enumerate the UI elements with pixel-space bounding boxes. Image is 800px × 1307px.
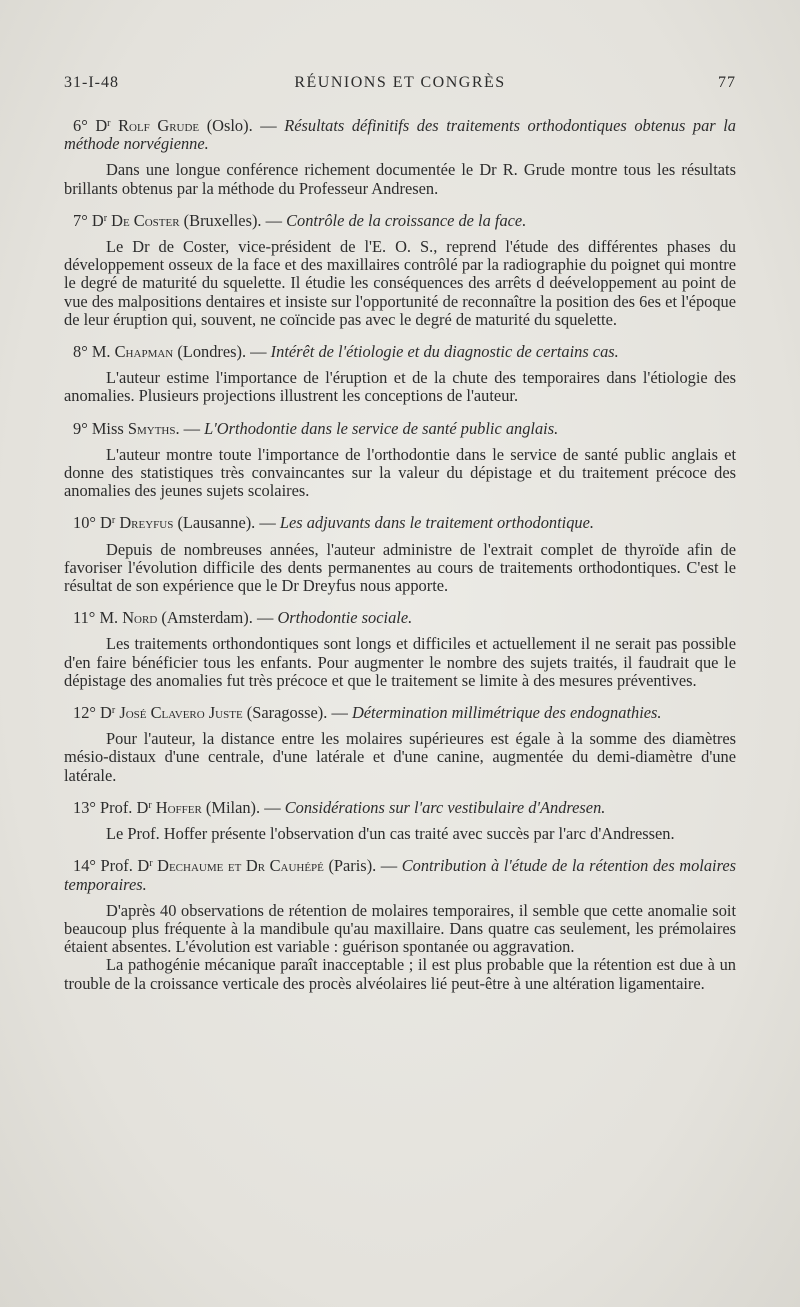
entry-place: (Londres). — (173, 342, 271, 362)
page-number: 77 (718, 74, 736, 91)
entry-paragraph: Les traitements orthondontiques sont longs et difficiles et actuellement il ne serait pas possible d'en faire bénéficier tous les enfants. Pour augmenter le nombre des sujets traités, il faudrait que le dépistage des anomalies fut très précoce et que le traitement se limite à des mesures préventives. (64, 634, 736, 690)
entry-prefix: D (100, 703, 112, 723)
entry-prefix-sup: r (148, 799, 152, 811)
entry-heading (64, 704, 736, 722)
entry-number: 10° (73, 513, 101, 533)
entry-number: 14° (73, 856, 101, 876)
entry-heading (64, 212, 736, 230)
entry-author: Dechaume et Dr Cauhépé (152, 856, 324, 876)
entry-7 (64, 212, 736, 329)
entry-title: Contrôle de la croissance de la face. (286, 210, 527, 230)
entry-paragraph: La pathogénie mécanique paraît inacceptable ; il est plus probable que la rétention est due à un trouble de la croissance verticale des procès alvéolaires lié peut-être à une altération ligamentaire. (64, 955, 736, 993)
entry-place: (Paris). — (323, 856, 402, 876)
entry-title: Détermination millimétrique des endognathies. (351, 703, 662, 723)
entry-paragraph: Le Dr de Coster, vice-président de l'E. O. S., reprend l'étude des différentes phases du développement osseux de la face et des maxillaires contrôlé par la radiographie du poignet qui montre le degré de maturité du squelette. Il étudie les conséquences des arrêts d deéveloppement au point de vue des malpositions dentaires et insiste sur l'opportunité de reconnaître la position des 6es et l'époque de leur éruption qui, souvent, ne coïncide pas avec le degré de maturité du squelette. (64, 237, 736, 329)
entry-place: (Lausanne). — (173, 513, 280, 533)
entry-12 (64, 704, 736, 785)
entry-place: (Bruxelles). — (179, 210, 287, 230)
entry-author: Rolf Grude (110, 116, 200, 135)
entry-8 (64, 343, 736, 406)
entry-paragraph: Depuis de nombreuses années, l'auteur administre de l'extrait complet de thyroïde afin de favoriser l'évolution difficile des dents permanentes au cours de traitements orthodontiques. C'est le résultat de son expérience que le Dr Dreyfus nous apporte. (64, 539, 736, 596)
entry-prefix: Miss (91, 418, 124, 438)
entry-author: Smyths (123, 418, 176, 438)
entry-heading (64, 857, 736, 893)
entry-9 (64, 420, 736, 501)
entry-prefix: D (100, 513, 112, 533)
header-date: 31-I-48 (64, 74, 119, 91)
entry-heading (64, 514, 736, 532)
entry-prefix-sup: r (103, 212, 108, 224)
entry-heading (64, 609, 736, 627)
entry-title: L'Orthodontie dans le service de santé public anglais. (204, 418, 559, 438)
entry-prefix: D (91, 210, 104, 230)
header-title: RÉUNIONS ET CONGRÈS (294, 74, 506, 91)
entry-number: 8° (73, 342, 92, 362)
entry-place: (Saragosse). — (242, 703, 352, 723)
entry-prefix-sup: r (111, 705, 116, 717)
entry-number: 6° (73, 116, 96, 135)
entry-number: 11° (73, 608, 100, 628)
entry-number: 13° (73, 797, 101, 817)
entry-title: Les adjuvants dans le traitement orthodontique. (279, 513, 594, 533)
entry-number: 9° (73, 418, 92, 438)
entry-paragraph: L'auteur estime l'importance de l'éruption et de la chute des temporaires dans l'étiologie des anomalies. Plusieurs projections illustrent les conceptions de l'auteur. (64, 368, 736, 406)
entry-heading (64, 799, 736, 817)
entry-11 (64, 609, 736, 690)
entry-place: (Oslo). — (199, 116, 285, 135)
entry-paragraph: Pour l'auteur, la distance entre les molaires supérieures est égale à la somme des diamètres mésio-distaux d'une centrale, d'une latérale et d'une canine, augmentée du demi-diamètre d'une latérale. (64, 729, 736, 785)
entry-prefix: M. (99, 608, 119, 628)
entry-paragraph: Dans une longue conférence richement documentée le Dr R. Grude montre tous les résultats brillants obtenus par la méthode du Professeur Andresen. (64, 160, 736, 198)
entry-title: Contribution à l'étude de la rétention des molaires temporaires. (64, 856, 736, 894)
entry-10 (64, 514, 736, 595)
entry-14 (64, 857, 736, 992)
entry-title: Résultats définitifs des traitements orthodontiques obtenus par la méthode norvégienne. (64, 116, 736, 154)
entry-paragraph: L'auteur montre toute l'importance de l'orthodontie dans le service de santé public anglais et donne des statistiques très convaincantes sur la valeur du dépistage et du traitement précoce des anomalies des jeunes sujets scolaires. (64, 444, 736, 501)
entry-paragraph: D'après 40 observations de rétention de molaires temporaires, il semble que cette anomalie soit beaucoup plus fréquente à la mandibule qu'au maxillaire. Dans quatre cas seulement, les prémolaires étaient absentes. L'évolution est variable : guérison spontanée ou aggravation. (64, 900, 736, 957)
entry-prefix: Prof. D (100, 797, 149, 817)
entry-prefix-sup: r (111, 515, 116, 527)
entry-prefix-sup: r (107, 118, 111, 129)
entry-prefix-sup: r (149, 858, 153, 870)
entry-paragraph: Le Prof. Hoffer présente l'observation d'un cas traité avec succès par l'arc d'Andressen. (106, 824, 675, 844)
entry-heading (64, 420, 736, 438)
entry-author: De Coster (107, 210, 180, 230)
article-body (64, 117, 736, 1007)
entry-title: Considérations sur l'arc vestibulaire d'Andresen. (284, 797, 606, 817)
entry-place: (Amsterdam). — (157, 608, 278, 628)
entry-author: Nord (118, 608, 158, 628)
entry-number: 7° (73, 210, 92, 230)
entry-author: José Clavero Juste (115, 703, 243, 723)
entry-prefix: Prof. D (100, 856, 150, 876)
entry-title: Intérêt de l'étiologie et du diagnostic de certains cas. (270, 342, 619, 362)
entry-number: 12° (73, 703, 101, 723)
entry-title: Orthodontie sociale. (277, 608, 413, 628)
entry-author: Hoffer (151, 797, 202, 817)
entry-6 (64, 117, 736, 198)
entry-heading (64, 343, 736, 361)
entry-13 (64, 799, 736, 843)
entry-place: . — (175, 418, 205, 438)
entry-author: Chapman (110, 342, 174, 362)
entry-prefix: D (95, 116, 108, 135)
entry-place: (Milan). — (201, 797, 285, 817)
entry-heading (64, 117, 736, 153)
entry-author: Dreyfus (115, 513, 174, 533)
entry-prefix: M. (91, 342, 111, 362)
